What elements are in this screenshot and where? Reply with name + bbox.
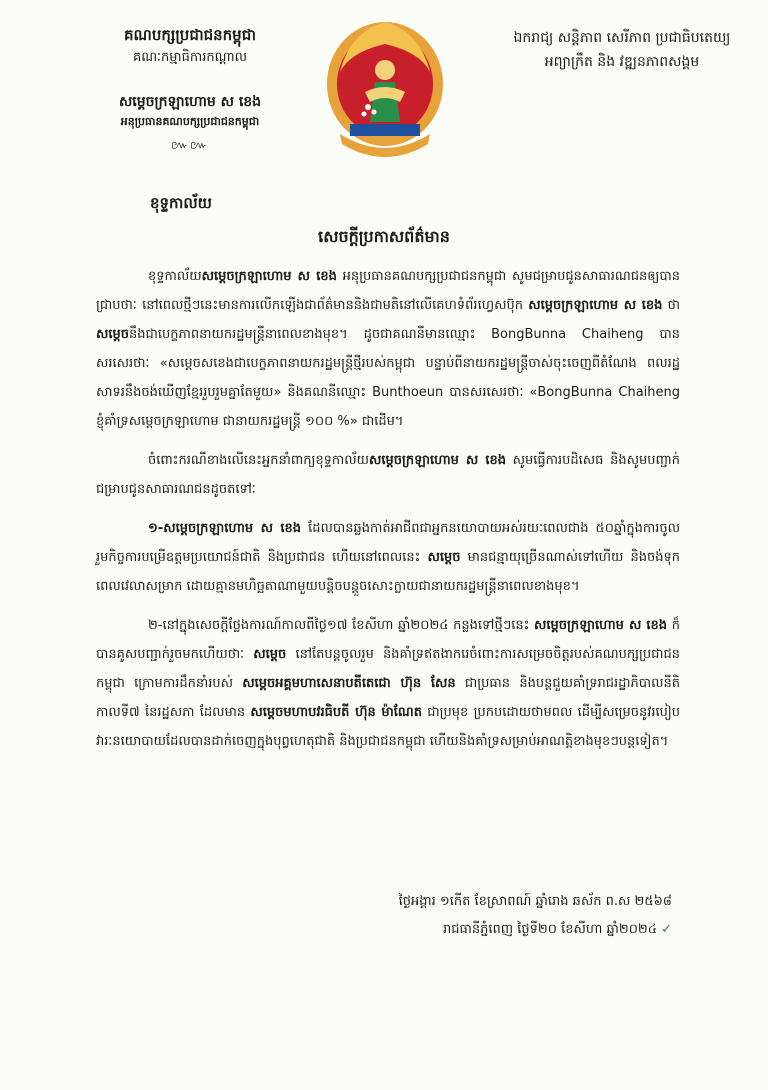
bold-term: សម្តេច [253, 647, 287, 662]
document-title: សេចក្តីប្រកាសព័ត៌មាន [318, 227, 450, 246]
bold-term: សម្តេច [427, 550, 461, 565]
text-run: នៅតែបន្តចូលរួម និងគាំទ្រឥតងាករេចំពោះការសម្រេចចិត្តរបស់គណបក្សប្រជាជនកម្ពុជា ក្រោមការដឹកនាំរបស់ [96, 647, 680, 691]
text-run: អនុប្រធានគណបក្សប្រជាជនកម្ពុជា សូមជម្រាបជូនសាធារណជនឲ្យបានជ្រាបថាៈ នៅពេលថ្មីៗនេះមានការលើកឡើងជាព័ត៌មាននិងជាមតិនៅលើគេហទំព័រហ្វេសប៊ុក [96, 269, 680, 313]
bold-leader-name: សម្តេចក្រឡាហោម ស ខេង [163, 521, 302, 536]
ornament: ៚៚ [171, 138, 209, 152]
document-body [96, 262, 680, 766]
national-motto [482, 26, 762, 74]
bold-hun-manet: សម្តេចមហាបវរធិបតី ហ៊ុន ម៉ាណែត [250, 705, 423, 720]
paragraph-4 [96, 611, 680, 756]
text-run: ដែលបានឆ្លងកាត់អាជីពជាអ្នកនយោបាយអស់រយៈពេលជាង ៥០ឆ្នាំក្នុងការចូលរួមកិច្ចការបម្រើឧត្តមប្រយោជន៍ជាតិ និងប្រជាជន ហើយនៅពេលនេះ [96, 521, 680, 565]
text-run: ជាប្រធាន និងបន្តជួយគាំទ្ររាជរដ្ឋាភិបាលនីតិកាលទី៧ នៃរដ្ឋសភា ដែលមាន [96, 676, 680, 720]
leader-title: អនុប្រធានគណបក្សប្រជាជនកម្ពុជា [120, 115, 260, 128]
paragraph-2 [96, 446, 680, 504]
bold-leader-name: សម្តេចក្រឡាហោម ស ខេង [368, 453, 506, 468]
leader-name: សម្តេចក្រឡាហោម ស ខេង [118, 94, 262, 110]
bold-number: ១- [148, 521, 164, 536]
paragraph-1 [96, 262, 680, 436]
lunar-date: ថ្ងៃអង្គារ ១កើត ខែស្រាពណ៍ ឆ្នាំរោង ឆស័ក ព.ស ២៥៦៨ [398, 894, 672, 909]
solar-date [272, 916, 672, 944]
cpp-party-emblem-icon [320, 12, 450, 162]
central-committee: គណៈកម្មាធិការកណ្តាល [132, 50, 248, 65]
office-label: ខុទ្ទកាល័យ [150, 194, 212, 212]
bold-leader-name: សម្តេចក្រឡាហោម ស ខេង [534, 618, 668, 633]
text-run: ២-នៅក្នុងសេចក្តីថ្លែងការណ៍កាលពីថ្ងៃ១៧ ខែសីហា ឆ្នាំ២០២៤ កន្លងទៅថ្មីៗនេះ [148, 618, 535, 633]
text-run: សូមធ្វើការបដិសេធ និងសូមបញ្ជាក់ជម្រាបជូនសាធារណជនដូចតទៅៈ [96, 453, 680, 497]
text-run: ចំពោះករណីខាងលើនេះអ្នកនាំពាក្យខុទ្ទកាល័យ [148, 453, 369, 468]
bold-leader-name: សម្តេចក្រឡាហោម ស ខេង [528, 298, 663, 313]
text-run: ខុទ្ទកាល័យ [148, 269, 202, 284]
text-run: មានជន្មាយុច្រើនណាស់ទៅហើយ និងចង់ទុកពេលវេលាសម្រាក ដោយគ្មានមហិច្ឆតាណាមួយបន្តិចបន្តួចសោះក្លាយជានាយករដ្ឋមន្ត្រីនាពេលខាងមុខ។ [96, 550, 680, 594]
text-run: ជាប្រមុខ ប្រកបដោយថាមពល ដើម្បីសម្រេចនូវរបៀបវារៈនយោបាយដែលបានដាក់ចេញក្នុងបុព្វហេតុជាតិ និងប្រជាជនកម្ពុជា ហើយនិងគាំទ្រសម្រាប់អាណត្តិខាងមុខៗបន្តទៀត។ [96, 705, 680, 749]
solar-date-text: រាជធានីភ្នំពេញ ថ្ងៃទី២០ ខែសីហា ឆ្នាំ២០២៤ [443, 922, 657, 937]
party-header [70, 24, 310, 153]
text-run: ក៏បានគូសបញ្ជាក់រួចមកហើយថាៈ [96, 618, 680, 662]
text-run: នឹងជាបេក្ខភាពនាយករដ្ឋមន្ត្រីនាពេលខាងមុខ។ ដូចជាគណនីមានឈ្មោះ BongBunna Chaiheng បានសរសេរថាៈ «សម្តេចសខេងជាបេក្ខភាពនាយករដ្ឋមន្ត្រីថ្មីរបស់កម្ពុជា បន្ទាប់ពីនាយករដ្ឋមន្ត្រីចាស់ចុះចេញពីតំណែង ពលរដ្ឋសាទរនឹងចង់ឃើញខ្មែររួបរួមគ្នាតែមួយ» និងគណនីឈ្មោះ Bunthoeun បានសរសេរថាៈ «BongBunna Chaiheng ខ្ញុំគាំទ្រសម្តេចក្រឡាហោម ជានាយករដ្ឋមន្ត្រី ១០០ %» ជាដើម។ [96, 327, 680, 429]
bold-hun-sen: សម្តេចអគ្គមហាសេនាបតីតេជោ ហ៊ុន សែន [242, 676, 456, 691]
text-run: ថា [662, 298, 680, 313]
motto-line-2: អព្យាក្រឹត និង វឌ្ឍនភាពសង្គម [544, 54, 700, 70]
bold-term: សម្តេច [96, 327, 130, 342]
paragraph-3 [96, 514, 680, 601]
motto-line-1: ឯករាជ្យ សន្តិភាព សេរីភាព ប្រជាធិបតេយ្យ [513, 30, 731, 46]
party-name: គណបក្សប្រជាជនកម្ពុជា [124, 26, 256, 44]
check-mark-icon: ✓ [661, 922, 672, 937]
bold-leader-name: សម្តេចក្រឡាហោម ស ខេង [201, 269, 337, 284]
